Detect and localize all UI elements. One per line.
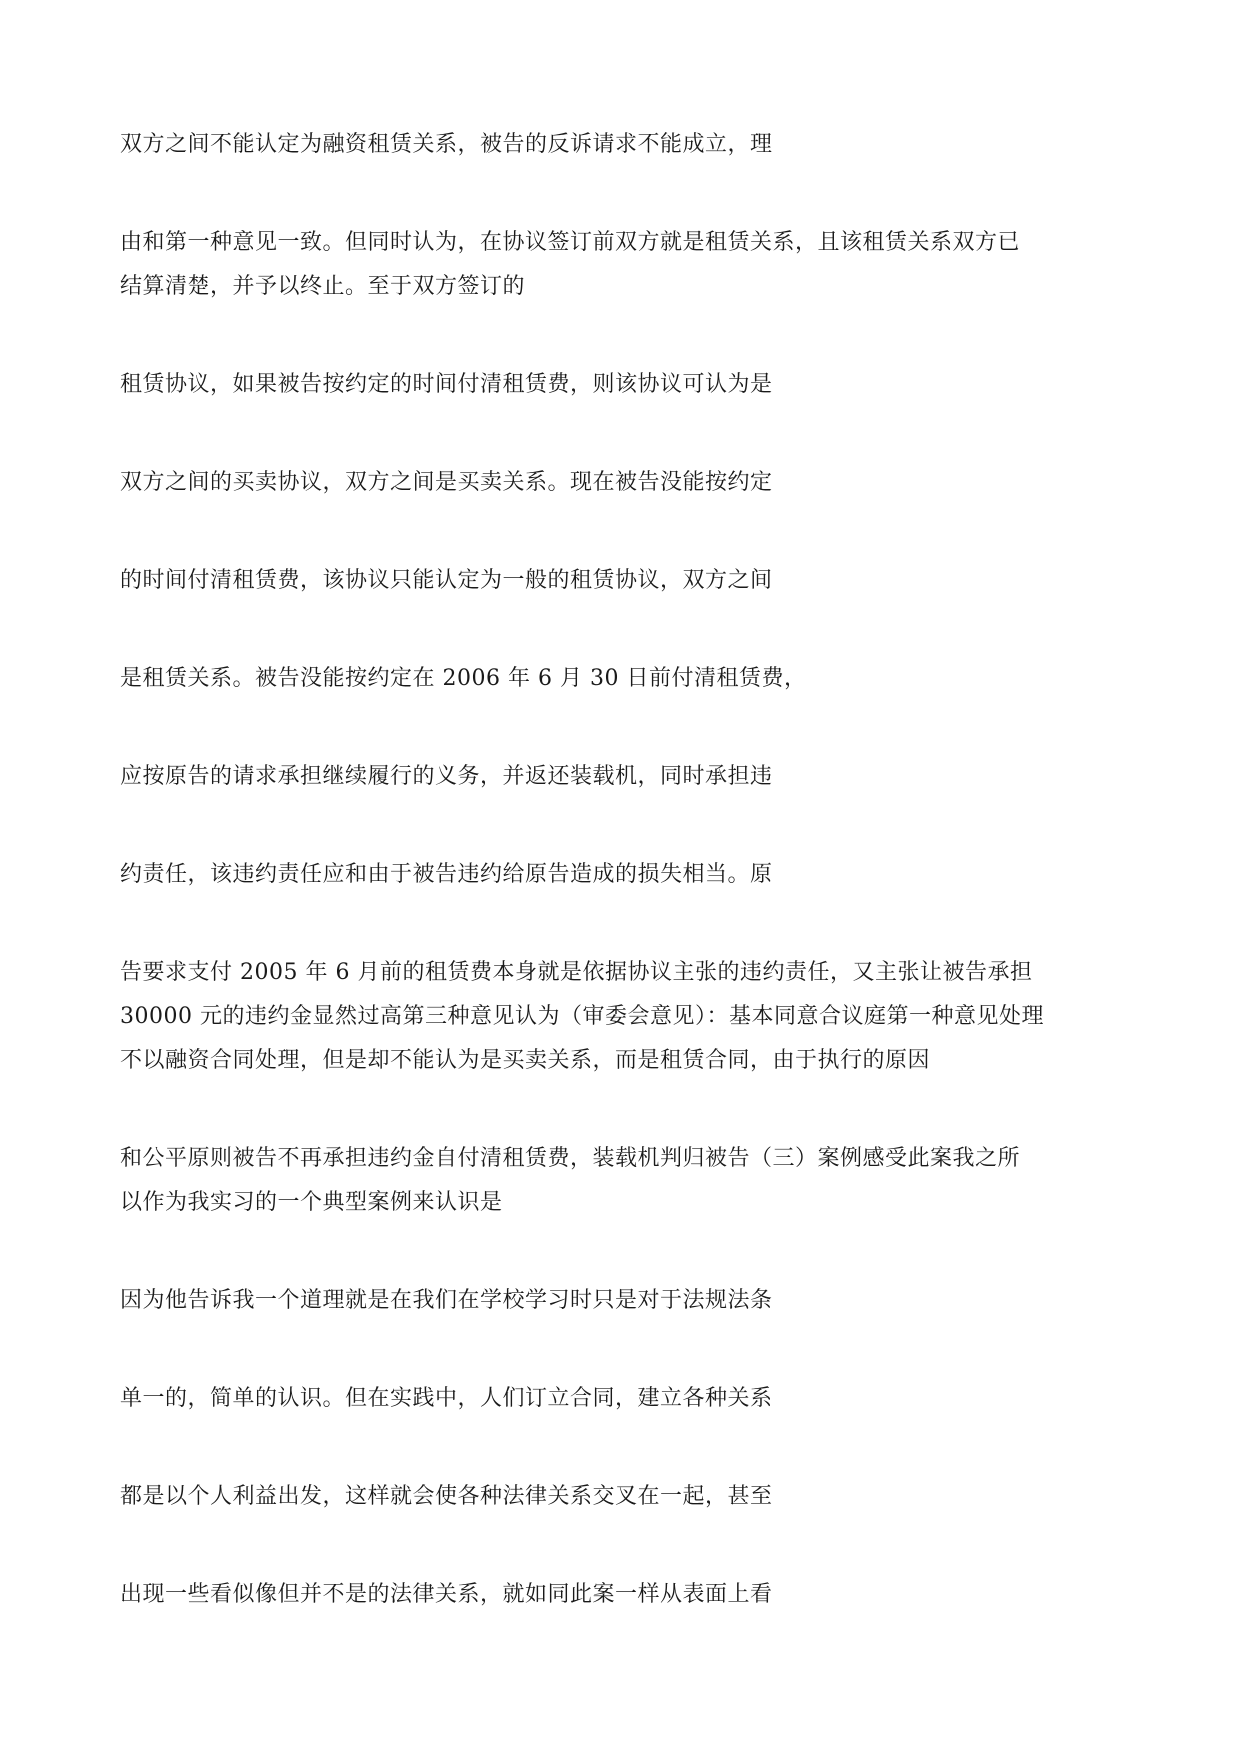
text-line: 都是以个人利益出发，这样就会使各种法律关系交叉在一起，甚至 bbox=[120, 1484, 773, 1509]
text-line: 由和第一种意见一致。但同时认为，在协议签订前双方就是租赁关系，且该租赁关系双方已 bbox=[120, 230, 1021, 255]
text-line: 和公平原则被告不再承担违约金自付清租赁费，装载机判归被告（三）案例感受此案我之所 bbox=[120, 1146, 1021, 1171]
text-line: 租赁协议，如果被告按约定的时间付清租赁费，则该协议可认为是 bbox=[120, 372, 773, 397]
text-line: 30000 元的违约金显然过高第三种意见认为（审委会意见）：基本同意合议庭第一种意见处理 bbox=[120, 1004, 1044, 1029]
text-line: 单一的，简单的认识。但在实践中，人们订立合同，建立各种关系 bbox=[120, 1386, 773, 1411]
text-line: 双方之间的买卖协议，双方之间是买卖关系。现在被告没能按约定 bbox=[120, 470, 773, 495]
text-line: 以作为我实习的一个典型案例来认识是 bbox=[120, 1190, 503, 1215]
text-line: 应按原告的请求承担继续履行的义务，并返还装载机，同时承担违 bbox=[120, 764, 773, 789]
text-line: 的时间付清租赁费，该协议只能认定为一般的租赁协议，双方之间 bbox=[120, 568, 773, 593]
text-line: 约责任，该违约责任应和由于被告违约给原告造成的损失相当。原 bbox=[120, 862, 773, 887]
text-line: 是租赁关系。被告没能按约定在 2006 年 6 月 30 日前付清租赁费， bbox=[120, 666, 807, 691]
text-line: 不以融资合同处理，但是却不能认为是买卖关系，而是租赁合同，由于执行的原因 bbox=[120, 1048, 931, 1073]
text-line: 双方之间不能认定为融资租赁关系，被告的反诉请求不能成立，理 bbox=[120, 132, 773, 157]
text-line: 结算清楚，并予以终止。至于双方签订的 bbox=[120, 274, 526, 299]
text-line: 告要求支付 2005 年 6 月前的租赁费本身就是依据协议主张的违约责任，又主张让被告承担 bbox=[120, 960, 1033, 985]
text-line: 出现一些看似像但并不是的法律关系，就如同此案一样从表面上看 bbox=[120, 1582, 773, 1607]
text-line: 因为他告诉我一个道理就是在我们在学校学习时只是对于法规法条 bbox=[120, 1288, 773, 1313]
